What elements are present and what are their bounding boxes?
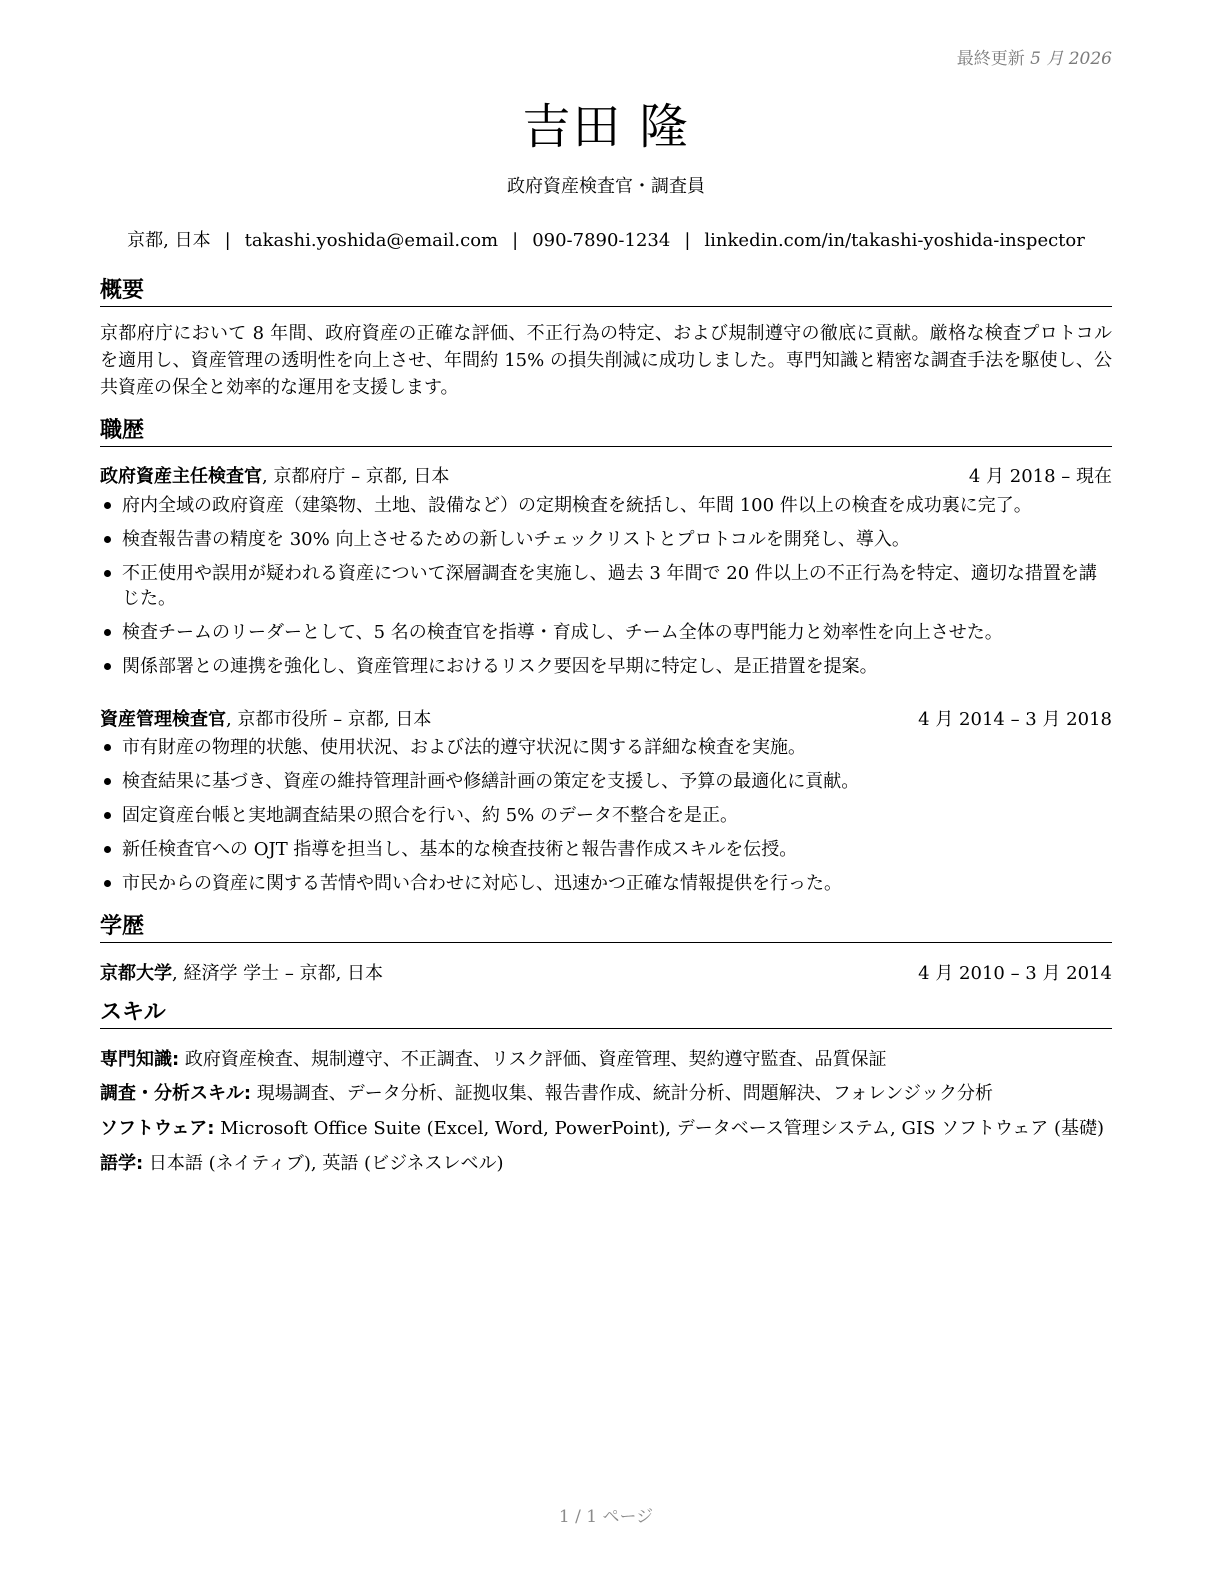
job-bullet: 検査チームのリーダーとして、5 名の検査官を指導・育成し、チーム全体の専門能力と効率性を向上させた。 (100, 620, 1112, 645)
contact-linkedin-link[interactable]: linkedin.com/in/takashi-yoshida-inspector (704, 230, 1085, 251)
job-bullet: 固定資産台帳と実地調査結果の照合を行い、約 5% のデータ不整合を是正。 (100, 803, 1112, 828)
skill-value: 日本語 (ネイティブ), 英語 (ビジネスレベル) (143, 1153, 504, 1174)
contact-separator: | (224, 230, 231, 251)
education-school: 京都大学 (100, 963, 172, 984)
job-title-line (100, 462, 449, 488)
job-title: 政府資産主任検査官 (100, 466, 262, 487)
skill-value: 現場調査、データ分析、証拠収集、報告書作成、統計分析、問題解決、フォレンジック分析 (251, 1083, 993, 1104)
job-bullet: 市民からの資産に関する苦情や問い合わせに対応し、迅速かつ正確な情報提供を行った。 (100, 871, 1112, 896)
contact-email-link[interactable]: takashi.yoshida@email.com (244, 230, 499, 251)
skill-row (100, 1114, 1112, 1140)
education-dates: 4 月 2010 – 3 月 2014 (918, 963, 1112, 984)
section-heading-summary: 概要 (100, 278, 1112, 307)
education-entry (100, 959, 1112, 985)
contact-line (100, 226, 1112, 252)
contact-location: 京都, 日本 (127, 230, 211, 251)
section-heading-experience: 職歴 (100, 418, 1112, 447)
job-bullet: 不正使用や誤用が疑われる資産について深層調査を実施し、過去 3 年間で 20 件以上の不正行為を特定、適切な措置を講じた。 (100, 561, 1112, 611)
last-updated-prefix: 最終更新 (956, 49, 1025, 69)
last-updated (957, 44, 1112, 69)
skill-label: 語学: (100, 1153, 144, 1174)
skill-row (100, 1045, 1112, 1071)
job-bullet: 検査結果に基づき、資産の維持管理計画や修繕計画の策定を支援し、予算の最適化に貢献。 (100, 769, 1112, 794)
job-bullets (100, 735, 1112, 905)
job-org-location: , 京都府庁 – 京都, 日本 (262, 466, 450, 487)
skill-row (100, 1149, 1112, 1175)
job-bullet: 市有財産の物理的状態、使用状況、および法的遵守状況に関する詳細な検査を実施。 (100, 735, 1112, 760)
job-bullet: 関係部署との連携を強化し、資産管理におけるリスク要因を早期に特定し、是正措置を提案。 (100, 654, 1112, 679)
skill-label: 専門知識: (100, 1049, 180, 1070)
job-title: 資産管理検査官 (100, 709, 226, 730)
education-line (100, 959, 383, 985)
job-bullet: 検査報告書の精度を 30% 向上させるための新しいチェックリストとプロトコルを開発し、導入。 (100, 527, 1112, 552)
section-heading-education: 学歴 (100, 914, 1112, 943)
job-org-location: , 京都市役所 – 京都, 日本 (226, 709, 432, 730)
resume-page (100, 0, 1112, 1584)
page-indicator: 1 / 1 ページ (558, 1507, 654, 1527)
last-updated-date: 5 月 2026 (1030, 49, 1112, 69)
contact-separator: | (512, 230, 519, 251)
job-dates: 4 月 2014 – 3 月 2018 (918, 709, 1112, 730)
candidate-title: 政府資産検査官・調査員 (507, 176, 705, 197)
contact-phone: 090-7890-1234 (532, 230, 671, 251)
job-dates: 4 月 2018 – 現在 (968, 466, 1112, 487)
job-header (100, 462, 1112, 488)
section-heading-skills: スキル (100, 1000, 1112, 1029)
skill-row (100, 1079, 1112, 1105)
job-bullet: 新任検査官への OJT 指導を担当し、基本的な検査技術と報告書作成スキルを伝授。 (100, 837, 1112, 862)
summary-text: 京都府庁において 8 年間、政府資産の正確な評価、不正行為の特定、および規制遵守の徹底に貢献。厳格な検査プロトコルを適用し、資産管理の透明性を向上させ、年間約 15% の損失削減に成功しました。専門知識と精密な調査手法を駆使し、公共資産の保全と効率的な運用を支援します。 (100, 323, 1112, 398)
skill-label: ソフトウェア: (100, 1118, 215, 1139)
job-bullet: 府内全域の政府資産（建築物、土地、設備など）の定期検査を統括し、年間 100 件以上の検査を成功裏に完了。 (100, 493, 1112, 518)
education-degree-location: , 経済学 学士 – 京都, 日本 (172, 963, 384, 984)
skill-value: Microsoft Office Suite (Excel, Word, PowerPoint), データベース管理システム, GIS ソフトウェア (基礎) (214, 1118, 1105, 1139)
job-title-line (100, 705, 431, 731)
job-header (100, 705, 1112, 731)
skill-value: 政府資産検査、規制遵守、不正調査、リスク評価、資産管理、契約遵守監査、品質保証 (179, 1049, 887, 1070)
skill-label: 調査・分析スキル: (100, 1083, 252, 1104)
candidate-name: 吉田 隆 (522, 99, 690, 155)
job-bullets (100, 493, 1112, 688)
contact-separator: | (684, 230, 691, 251)
